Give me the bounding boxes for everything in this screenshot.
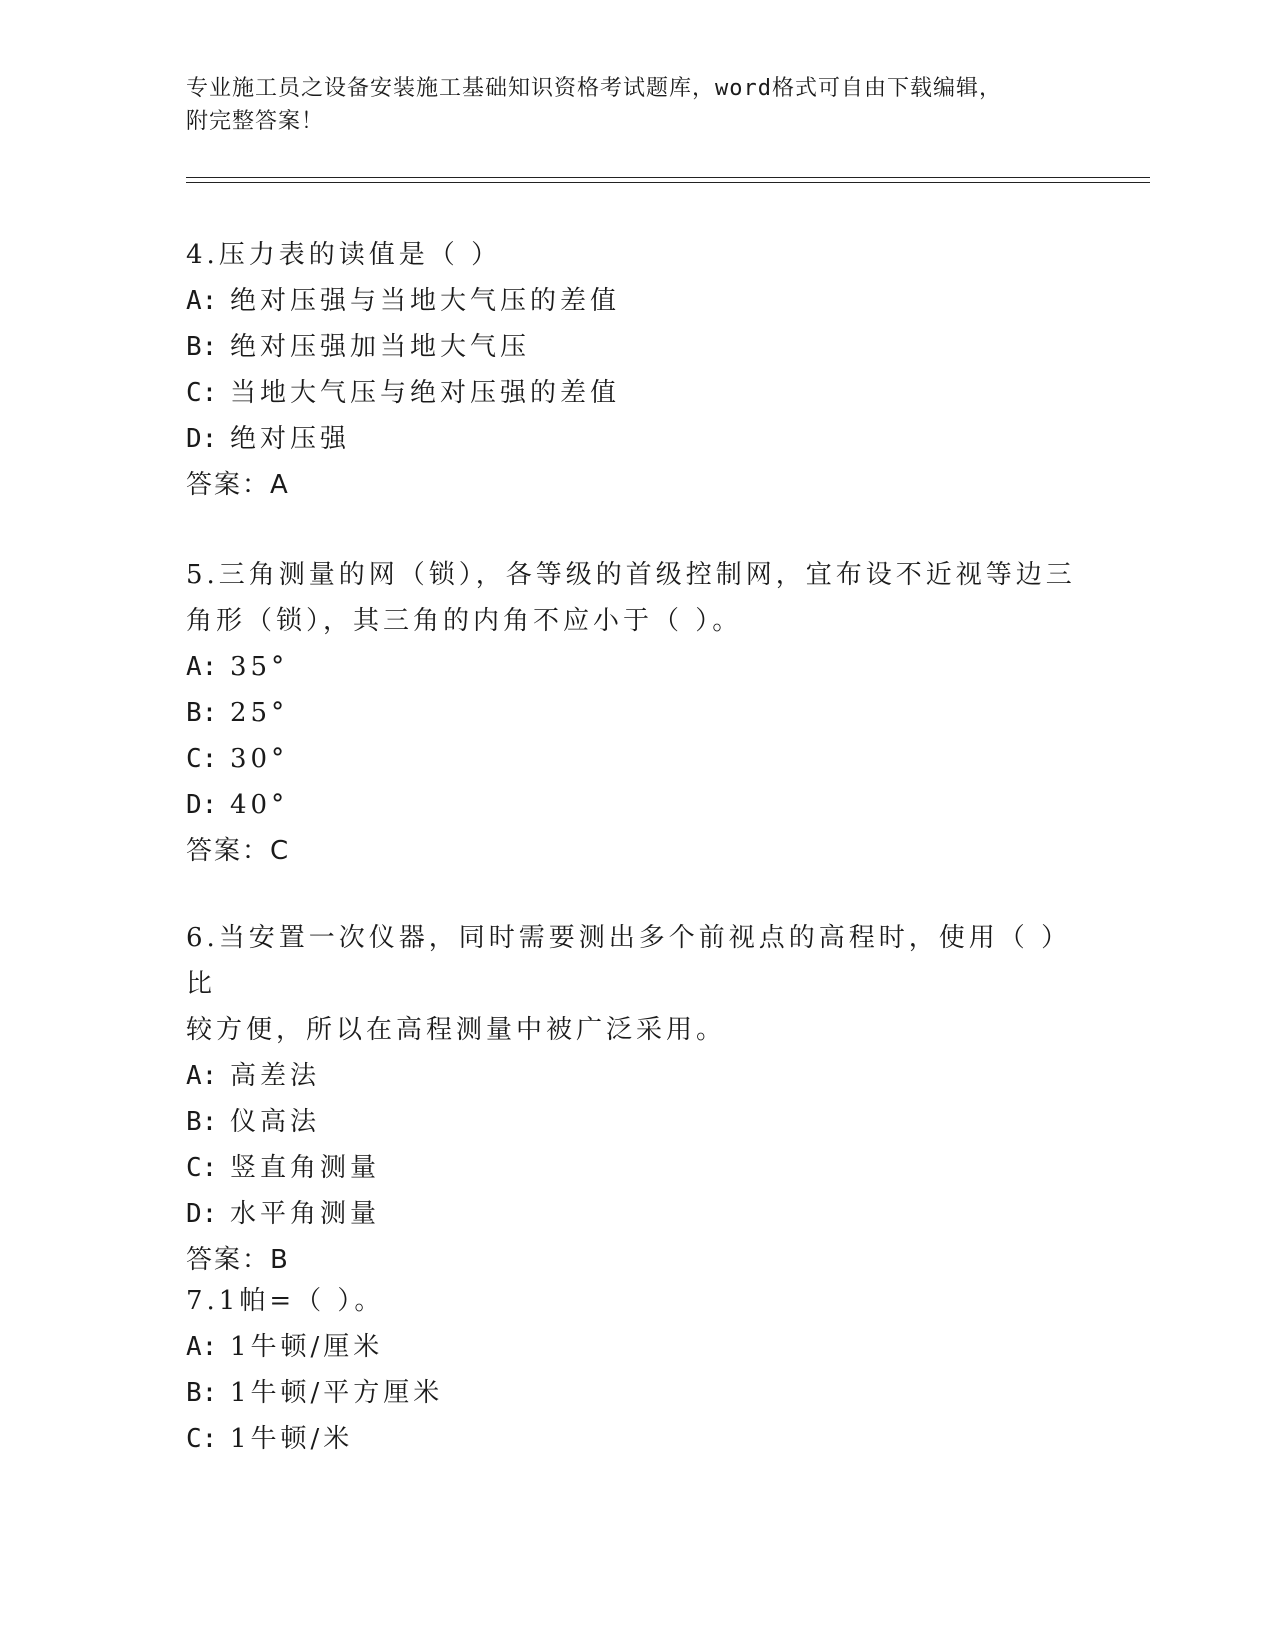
question-stem-line-2: 角形（锁），其三角的内角不应小于（ ）。 (186, 606, 743, 636)
option-letter: C: (186, 378, 218, 408)
option-text: 仪高法 (230, 1107, 321, 1137)
option-a (186, 1053, 1086, 1099)
question-stem-line-2: 较方便，所以在高程测量中被广泛采用。 (186, 1015, 727, 1045)
option-b (186, 1370, 1086, 1416)
option-text: 1牛顿/米 (230, 1424, 354, 1454)
document-header (186, 72, 1066, 138)
option-letter: A: (186, 652, 218, 682)
option-d (186, 1191, 1086, 1237)
option-text: 25° (230, 698, 289, 728)
option-letter: D: (186, 424, 218, 454)
header-line-2: 附完整答案！ (186, 109, 325, 134)
option-letter: B: (186, 1107, 218, 1137)
option-text: 40° (230, 790, 289, 820)
question-stem: 7.1帕=（ ）。 (186, 1286, 385, 1316)
option-text: 水平角测量 (230, 1199, 381, 1229)
option-text: 绝对压强与当地大气压的差值 (230, 286, 621, 316)
option-letter: B: (186, 1378, 218, 1408)
option-text: 当地大气压与绝对压强的差值 (230, 378, 621, 408)
answer-line: 答案：B (186, 1245, 290, 1275)
option-text: 竖直角测量 (230, 1153, 381, 1183)
option-text: 绝对压强加当地大气压 (230, 332, 531, 362)
question-stem: 4.压力表的读值是（ ） (186, 240, 502, 270)
option-c (186, 370, 1086, 416)
option-letter: C: (186, 744, 218, 774)
option-letter: B: (186, 332, 218, 362)
option-letter: C: (186, 1153, 218, 1183)
answer-line: 答案：A (186, 470, 290, 500)
option-letter: C: (186, 1424, 218, 1454)
header-divider-top (186, 177, 1150, 178)
option-text: 30° (230, 744, 289, 774)
option-text: 1牛顿/平方厘米 (230, 1378, 444, 1408)
option-a (186, 644, 1086, 690)
option-c (186, 736, 1086, 782)
question-5 (186, 552, 1086, 874)
option-b (186, 1099, 1086, 1145)
header-divider-bottom (186, 182, 1150, 183)
option-a (186, 278, 1086, 324)
question-7 (186, 1278, 1086, 1462)
option-text: 绝对压强 (230, 424, 351, 454)
option-letter: D: (186, 790, 218, 820)
option-letter: A: (186, 286, 218, 316)
option-d (186, 782, 1086, 828)
answer-line: 答案：C (186, 836, 291, 866)
question-stem-line-1: 5.三角测量的网（锁），各等级的首级控制网，宜布设不近视等边三 (186, 560, 1076, 590)
option-text: 1牛顿/厘米 (230, 1332, 384, 1362)
option-a (186, 1324, 1086, 1370)
option-text: 高差法 (230, 1061, 321, 1091)
option-letter: A: (186, 1332, 218, 1362)
option-b (186, 324, 1086, 370)
question-6 (186, 915, 1086, 1283)
question-stem-line-1: 6.当安置一次仪器，同时需要测出多个前视点的高程时，使用（ ）比 (186, 923, 1072, 999)
question-4 (186, 232, 1086, 508)
header-line-1: 专业施工员之设备安装施工基础知识资格考试题库，word格式可自由下载编辑， (186, 76, 1002, 101)
option-c (186, 1145, 1086, 1191)
option-letter: B: (186, 698, 218, 728)
option-c (186, 1416, 1086, 1462)
option-d (186, 416, 1086, 462)
option-letter: D: (186, 1199, 218, 1229)
option-text: 35° (230, 652, 289, 682)
option-letter: A: (186, 1061, 218, 1091)
option-b (186, 690, 1086, 736)
